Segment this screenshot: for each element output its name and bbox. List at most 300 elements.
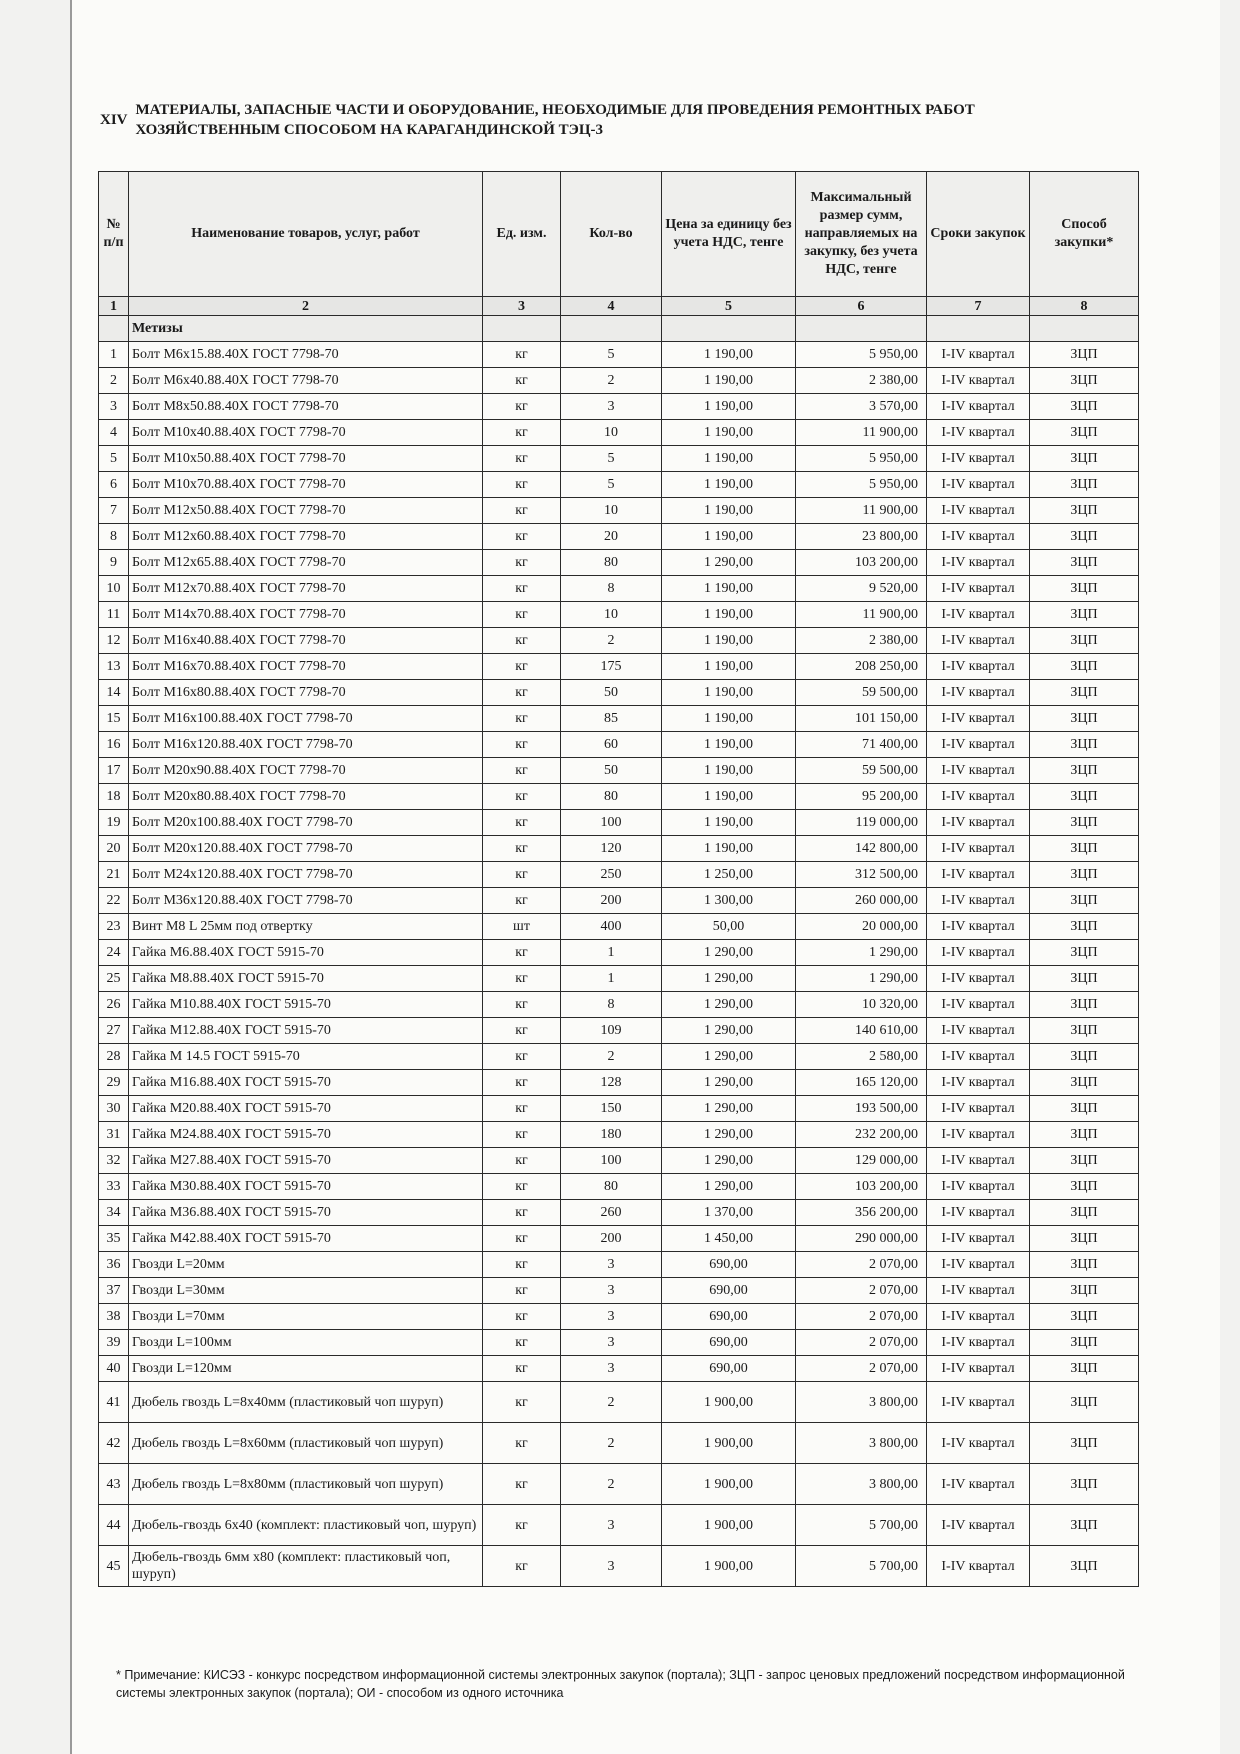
quantity-cell: 60 [561,732,662,758]
unit-price-cell: 1 190,00 [662,342,796,368]
table-row [99,1330,1139,1356]
max-amount-cell: 1 290,00 [796,940,927,966]
row-number-cell: 26 [99,992,129,1018]
unit-cell: кг [483,1070,561,1096]
row-number-cell: 27 [99,1018,129,1044]
max-amount-cell: 2 580,00 [796,1044,927,1070]
procurement-period-cell: I-IV квартал [927,1070,1030,1096]
unit-price-cell: 1 290,00 [662,1044,796,1070]
row-number-cell: 15 [99,706,129,732]
max-amount-cell: 2 380,00 [796,628,927,654]
row-number-cell: 33 [99,1174,129,1200]
unit-price-cell: 1 300,00 [662,888,796,914]
quantity-cell: 109 [561,1018,662,1044]
unit-price-cell: 1 190,00 [662,498,796,524]
procurement-period-cell: I-IV квартал [927,1464,1030,1505]
row-number-cell: 39 [99,1330,129,1356]
max-amount-cell: 2 070,00 [796,1278,927,1304]
quantity-cell: 2 [561,1382,662,1423]
unit-price-cell: 1 190,00 [662,680,796,706]
procurement-period-cell: I-IV квартал [927,394,1030,420]
procurement-period-cell: I-IV квартал [927,1505,1030,1546]
max-amount-cell: 3 570,00 [796,394,927,420]
table-row [99,1278,1139,1304]
row-number-cell: 45 [99,1546,129,1587]
header-cell: Цена за единицу без учета НДС, тенге [662,172,796,297]
item-name-cell: Дюбель гвоздь L=8х80мм (пластиковый чоп шуруп) [129,1464,483,1505]
group-row [99,316,1139,342]
max-amount-cell: 103 200,00 [796,550,927,576]
row-number-cell: 13 [99,654,129,680]
unit-price-cell: 690,00 [662,1252,796,1278]
unit-cell: кг [483,680,561,706]
quantity-cell: 250 [561,862,662,888]
procurement-period-cell: I-IV квартал [927,888,1030,914]
section-heading [100,100,1100,140]
procurement-method-cell: ЗЦП [1030,966,1139,992]
procurement-period-cell: I-IV квартал [927,1096,1030,1122]
item-name-cell: Болт М20х90.88.40Х ГОСТ 7798-70 [129,758,483,784]
item-name-cell: Болт М10х50.88.40Х ГОСТ 7798-70 [129,446,483,472]
header-cell: Максимальный размер сумм, направляемых на закупку, без учета НДС, тенге [796,172,927,297]
table-row [99,394,1139,420]
procurement-method-cell: ЗЦП [1030,576,1139,602]
max-amount-cell: 5 700,00 [796,1505,927,1546]
max-amount-cell: 232 200,00 [796,1122,927,1148]
row-number-cell: 36 [99,1252,129,1278]
unit-cell: кг [483,862,561,888]
table-row [99,1464,1139,1505]
header-cell: № п/п [99,172,129,297]
max-amount-cell: 11 900,00 [796,420,927,446]
table-row [99,836,1139,862]
row-number-cell: 8 [99,524,129,550]
section-title [136,100,975,140]
column-number-cell: 6 [796,297,927,316]
table-row [99,966,1139,992]
procurement-method-cell: ЗЦП [1030,836,1139,862]
quantity-cell: 2 [561,1044,662,1070]
procurement-period-cell: I-IV квартал [927,1044,1030,1070]
item-name-cell: Гайка М12.88.40Х ГОСТ 5915-70 [129,1018,483,1044]
unit-cell: кг [483,810,561,836]
max-amount-cell: 10 320,00 [796,992,927,1018]
table-row [99,1122,1139,1148]
procurement-period-cell: I-IV квартал [927,1148,1030,1174]
column-number-cell: 2 [129,297,483,316]
row-number-cell: 16 [99,732,129,758]
unit-cell: кг [483,1018,561,1044]
quantity-cell: 3 [561,1356,662,1382]
table-row [99,1505,1139,1546]
quantity-cell: 5 [561,446,662,472]
max-amount-cell: 356 200,00 [796,1200,927,1226]
table-row [99,810,1139,836]
row-number-cell: 9 [99,550,129,576]
table-row [99,1252,1139,1278]
row-number-cell: 35 [99,1226,129,1252]
procurement-period-cell: I-IV квартал [927,1423,1030,1464]
quantity-cell: 80 [561,784,662,810]
procurement-method-cell: ЗЦП [1030,472,1139,498]
procurement-period-cell: I-IV квартал [927,1356,1030,1382]
item-name-cell: Гвозди L=100мм [129,1330,483,1356]
item-name-cell: Болт М10х40.88.40Х ГОСТ 7798-70 [129,420,483,446]
item-name-cell: Болт М6х40.88.40Х ГОСТ 7798-70 [129,368,483,394]
table-row [99,550,1139,576]
quantity-cell: 20 [561,524,662,550]
procurement-method-cell: ЗЦП [1030,1122,1139,1148]
quantity-cell: 80 [561,550,662,576]
max-amount-cell: 5 950,00 [796,342,927,368]
unit-cell: кг [483,966,561,992]
group-label: Метизы [129,316,483,342]
header-cell: Способ закупки* [1030,172,1139,297]
unit-price-cell: 1 190,00 [662,446,796,472]
unit-cell: кг [483,472,561,498]
unit-price-cell: 1 370,00 [662,1200,796,1226]
item-name-cell: Винт М8 L 25мм под отвертку [129,914,483,940]
max-amount-cell: 11 900,00 [796,498,927,524]
table-row [99,1423,1139,1464]
unit-price-cell: 690,00 [662,1356,796,1382]
header-cell: Ед. изм. [483,172,561,297]
procurement-period-cell: I-IV квартал [927,732,1030,758]
procurement-period-cell: I-IV квартал [927,1278,1030,1304]
row-number-cell: 6 [99,472,129,498]
quantity-cell: 3 [561,1252,662,1278]
procurement-period-cell: I-IV квартал [927,1382,1030,1423]
max-amount-cell: 71 400,00 [796,732,927,758]
unit-price-cell: 50,00 [662,914,796,940]
procurement-period-cell: I-IV квартал [927,758,1030,784]
row-number-cell: 18 [99,784,129,810]
unit-cell: кг [483,1546,561,1587]
item-name-cell: Гайка М20.88.40Х ГОСТ 5915-70 [129,1096,483,1122]
item-name-cell: Болт М16х120.88.40Х ГОСТ 7798-70 [129,732,483,758]
procurement-period-cell: I-IV квартал [927,1330,1030,1356]
procurement-method-cell: ЗЦП [1030,420,1139,446]
procurement-period-cell: I-IV квартал [927,602,1030,628]
procurement-method-cell: ЗЦП [1030,368,1139,394]
row-number-cell: 40 [99,1356,129,1382]
unit-cell: кг [483,836,561,862]
unit-cell: кг [483,498,561,524]
unit-price-cell: 1 290,00 [662,1148,796,1174]
procurement-method-cell: ЗЦП [1030,602,1139,628]
max-amount-cell: 290 000,00 [796,1226,927,1252]
unit-price-cell: 1 900,00 [662,1546,796,1587]
table-row [99,446,1139,472]
table-row [99,1174,1139,1200]
unit-price-cell: 1 190,00 [662,524,796,550]
unit-cell: кг [483,1304,561,1330]
procurement-period-cell: I-IV квартал [927,992,1030,1018]
max-amount-cell: 2 070,00 [796,1356,927,1382]
quantity-cell: 50 [561,758,662,784]
row-number-cell: 43 [99,1464,129,1505]
unit-price-cell: 1 190,00 [662,810,796,836]
max-amount-cell: 3 800,00 [796,1423,927,1464]
table-row [99,732,1139,758]
procurement-method-cell: ЗЦП [1030,1070,1139,1096]
item-name-cell: Болт М20х80.88.40Х ГОСТ 7798-70 [129,784,483,810]
procurement-period-cell: I-IV квартал [927,1018,1030,1044]
quantity-cell: 3 [561,1546,662,1587]
unit-price-cell: 1 190,00 [662,654,796,680]
procurement-method-cell: ЗЦП [1030,1148,1139,1174]
row-number-cell: 1 [99,342,129,368]
item-name-cell: Болт М36х120.88.40Х ГОСТ 7798-70 [129,888,483,914]
max-amount-cell: 312 500,00 [796,862,927,888]
table-row [99,888,1139,914]
unit-cell: кг [483,576,561,602]
row-number-cell: 44 [99,1505,129,1546]
header-cell: Наименование товаров, услуг, работ [129,172,483,297]
table-row [99,1018,1139,1044]
table-row [99,1226,1139,1252]
row-number-cell: 14 [99,680,129,706]
row-number-cell: 23 [99,914,129,940]
table-row [99,862,1139,888]
max-amount-cell: 95 200,00 [796,784,927,810]
procurement-period-cell: I-IV квартал [927,550,1030,576]
quantity-cell: 100 [561,810,662,836]
unit-price-cell: 1 190,00 [662,836,796,862]
procurement-period-cell: I-IV квартал [927,498,1030,524]
unit-cell: кг [483,1278,561,1304]
procurement-period-cell: I-IV квартал [927,862,1030,888]
quantity-cell: 5 [561,472,662,498]
column-number-row [99,297,1139,316]
quantity-cell: 50 [561,680,662,706]
unit-price-cell: 690,00 [662,1304,796,1330]
item-name-cell: Гвозди L=120мм [129,1356,483,1382]
quantity-cell: 150 [561,1096,662,1122]
procurement-method-cell: ЗЦП [1030,1464,1139,1505]
quantity-cell: 80 [561,1174,662,1200]
unit-price-cell: 1 250,00 [662,862,796,888]
quantity-cell: 10 [561,498,662,524]
table-row [99,784,1139,810]
unit-cell: кг [483,1330,561,1356]
quantity-cell: 100 [561,1148,662,1174]
item-name-cell: Болт М12х65.88.40Х ГОСТ 7798-70 [129,550,483,576]
unit-cell: кг [483,1252,561,1278]
procurement-period-cell: I-IV квартал [927,836,1030,862]
item-name-cell: Дюбель-гвоздь 6х40 (комплект: пластиковый чоп, шуруп) [129,1505,483,1546]
procurement-period-cell: I-IV квартал [927,368,1030,394]
quantity-cell: 85 [561,706,662,732]
row-number-cell: 19 [99,810,129,836]
procurement-method-cell: ЗЦП [1030,1252,1139,1278]
procurement-method-cell: ЗЦП [1030,1356,1139,1382]
unit-price-cell: 1 900,00 [662,1382,796,1423]
row-number-cell: 22 [99,888,129,914]
quantity-cell: 128 [561,1070,662,1096]
procurement-method-cell: ЗЦП [1030,654,1139,680]
procurement-period-cell: I-IV квартал [927,628,1030,654]
table-row [99,498,1139,524]
unit-cell: кг [483,732,561,758]
table-row [99,1382,1139,1423]
procurement-period-cell: I-IV квартал [927,420,1030,446]
row-number-cell: 11 [99,602,129,628]
quantity-cell: 200 [561,888,662,914]
table-row [99,992,1139,1018]
quantity-cell: 120 [561,836,662,862]
max-amount-cell: 142 800,00 [796,836,927,862]
row-number-cell: 28 [99,1044,129,1070]
row-number-cell: 3 [99,394,129,420]
quantity-cell: 1 [561,966,662,992]
unit-price-cell: 690,00 [662,1330,796,1356]
unit-price-cell: 1 190,00 [662,758,796,784]
unit-cell: кг [483,992,561,1018]
unit-cell: кг [483,1382,561,1423]
column-number-cell: 4 [561,297,662,316]
procurement-method-cell: ЗЦП [1030,862,1139,888]
max-amount-cell: 5 950,00 [796,472,927,498]
table-row [99,1304,1139,1330]
unit-cell: кг [483,758,561,784]
section-title-line-1: МАТЕРИАЛЫ, ЗАПАСНЫЕ ЧАСТИ И ОБОРУДОВАНИЕ, НЕОБХОДИМЫЕ ДЛЯ ПРОВЕДЕНИЯ РЕМОНТНЫХ РАБОТ [135,102,975,118]
table-row [99,472,1139,498]
column-number-cell: 7 [927,297,1030,316]
item-name-cell: Болт М10х70.88.40Х ГОСТ 7798-70 [129,472,483,498]
unit-cell: шт [483,914,561,940]
procurement-period-cell: I-IV квартал [927,1174,1030,1200]
max-amount-cell: 3 800,00 [796,1464,927,1505]
procurement-method-cell: ЗЦП [1030,1304,1139,1330]
max-amount-cell: 129 000,00 [796,1148,927,1174]
procurement-period-cell: I-IV квартал [927,1122,1030,1148]
item-name-cell: Болт М12х50.88.40Х ГОСТ 7798-70 [129,498,483,524]
row-number-cell: 38 [99,1304,129,1330]
table-row [99,758,1139,784]
row-number-cell: 41 [99,1382,129,1423]
item-name-cell: Гвозди L=30мм [129,1278,483,1304]
quantity-cell: 3 [561,1278,662,1304]
row-number-cell: 32 [99,1148,129,1174]
item-name-cell: Гайка М8.88.40Х ГОСТ 5915-70 [129,966,483,992]
procurement-period-cell: I-IV квартал [927,680,1030,706]
procurement-method-cell: ЗЦП [1030,1096,1139,1122]
item-name-cell: Болт М16х40.88.40Х ГОСТ 7798-70 [129,628,483,654]
table-row [99,1356,1139,1382]
unit-price-cell: 1 900,00 [662,1464,796,1505]
max-amount-cell: 3 800,00 [796,1382,927,1423]
table-row [99,420,1139,446]
max-amount-cell: 23 800,00 [796,524,927,550]
procurement-method-cell: ЗЦП [1030,1382,1139,1423]
unit-cell: кг [483,784,561,810]
procurement-method-cell: ЗЦП [1030,1278,1139,1304]
unit-cell: кг [483,524,561,550]
section-title-line-2: ХОЗЯЙСТВЕННЫМ СПОСОБОМ НА КАРАГАНДИНСКОЙ ТЭЦ-3 [135,122,604,138]
row-number-cell: 21 [99,862,129,888]
item-name-cell: Гвозди L=20мм [129,1252,483,1278]
procurement-period-cell: I-IV квартал [927,654,1030,680]
unit-price-cell: 1 290,00 [662,966,796,992]
unit-price-cell: 1 190,00 [662,472,796,498]
row-number-cell: 30 [99,1096,129,1122]
unit-cell: кг [483,628,561,654]
item-name-cell: Болт М20х120.88.40Х ГОСТ 7798-70 [129,836,483,862]
row-number-cell: 5 [99,446,129,472]
unit-price-cell: 1 290,00 [662,1174,796,1200]
procurement-period-cell: I-IV квартал [927,1546,1030,1587]
table-row [99,342,1139,368]
table-row [99,940,1139,966]
procurement-period-cell: I-IV квартал [927,810,1030,836]
quantity-cell: 8 [561,992,662,1018]
procurement-period-cell: I-IV квартал [927,576,1030,602]
quantity-cell: 2 [561,1423,662,1464]
item-name-cell: Болт М16х70.88.40Х ГОСТ 7798-70 [129,654,483,680]
table-row [99,680,1139,706]
unit-cell: кг [483,446,561,472]
unit-cell: кг [483,706,561,732]
procurement-method-cell: ЗЦП [1030,524,1139,550]
row-number-cell: 42 [99,1423,129,1464]
item-name-cell: Болт М12х60.88.40Х ГОСТ 7798-70 [129,524,483,550]
item-name-cell: Болт М8х50.88.40Х ГОСТ 7798-70 [129,394,483,420]
unit-cell: кг [483,1200,561,1226]
quantity-cell: 8 [561,576,662,602]
quantity-cell: 3 [561,1304,662,1330]
table-row [99,1096,1139,1122]
row-number-cell: 12 [99,628,129,654]
max-amount-cell: 9 520,00 [796,576,927,602]
quantity-cell: 3 [561,394,662,420]
procurement-period-cell: I-IV квартал [927,524,1030,550]
procurement-method-cell: ЗЦП [1030,1505,1139,1546]
unit-cell: кг [483,1226,561,1252]
quantity-cell: 260 [561,1200,662,1226]
max-amount-cell: 140 610,00 [796,1018,927,1044]
quantity-cell: 180 [561,1122,662,1148]
quantity-cell: 2 [561,1464,662,1505]
item-name-cell: Болт М16х100.88.40Х ГОСТ 7798-70 [129,706,483,732]
max-amount-cell: 2 380,00 [796,368,927,394]
item-name-cell: Гайка М16.88.40Х ГОСТ 5915-70 [129,1070,483,1096]
row-number-cell: 4 [99,420,129,446]
max-amount-cell: 5 700,00 [796,1546,927,1587]
max-amount-cell: 59 500,00 [796,680,927,706]
procurement-method-cell: ЗЦП [1030,758,1139,784]
unit-price-cell: 1 900,00 [662,1505,796,1546]
unit-price-cell: 1 190,00 [662,602,796,628]
header-cell: Кол-во [561,172,662,297]
row-number-cell: 17 [99,758,129,784]
unit-price-cell: 1 290,00 [662,1096,796,1122]
unit-cell: кг [483,342,561,368]
unit-price-cell: 690,00 [662,1278,796,1304]
procurement-method-cell: ЗЦП [1030,940,1139,966]
max-amount-cell: 260 000,00 [796,888,927,914]
unit-cell: кг [483,1423,561,1464]
table-row [99,1148,1139,1174]
table-row [99,368,1139,394]
unit-cell: кг [483,550,561,576]
quantity-cell: 1 [561,940,662,966]
item-name-cell: Гайка М10.88.40Х ГОСТ 5915-70 [129,992,483,1018]
max-amount-cell: 2 070,00 [796,1330,927,1356]
procurement-period-cell: I-IV квартал [927,914,1030,940]
max-amount-cell: 208 250,00 [796,654,927,680]
procurement-method-cell: ЗЦП [1030,1044,1139,1070]
